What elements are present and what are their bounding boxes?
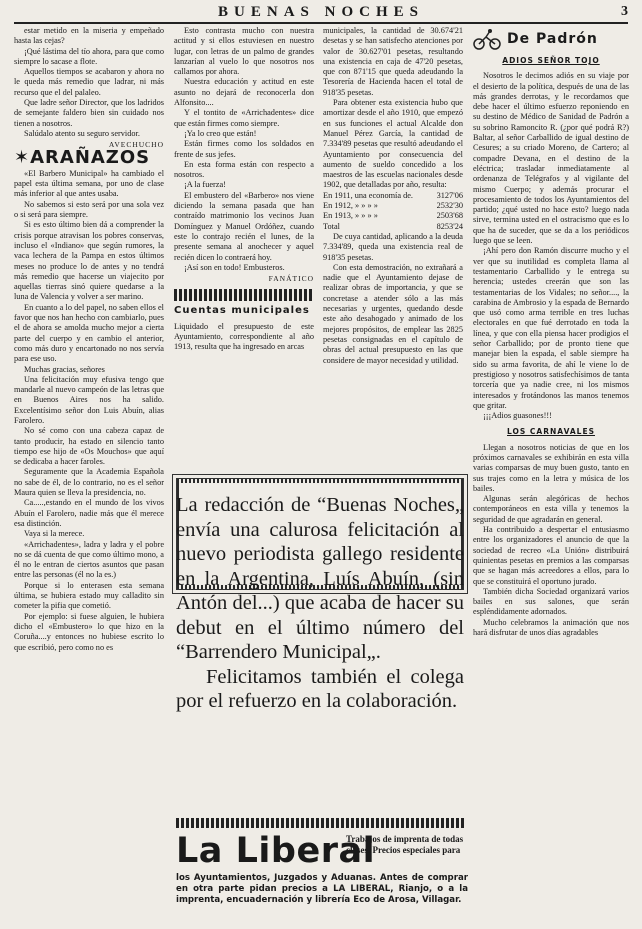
paragraph: Una felicitación muy efusiva tengo que mandarle al nuevo campeón de las letras que en Buenos Aires nos ha salido. Excelentísimo señor don Luis Abuín, alias Farolero. — [14, 374, 164, 425]
table-row — [323, 191, 463, 201]
paragraph: Ha contribuido a despertar el entusiasmo entre los organizadores el anuncio de que la sociedad de recreo «La Unión» distribuirá quinientas pesetas en premios a las comparsas que se hagan más acreedores a ellos, para lo que se constituirá el oportuno jurado. — [473, 525, 629, 586]
paragraph: Salúdalo atento su seguro servidor. — [24, 128, 140, 138]
paragraph: En cuanto a lo del papel, no saben ellos el favor que nos han hecho con cambiarlo, pues el de ahora se amolda mucho mejor a cierta parte del cuerpo y en cambio el anterior, como más duro y encartonado no nos servía para ese uso. — [14, 302, 164, 364]
announcement-paragraph: Felicitamos también el colega por el refuerzo en la colaboración. — [176, 665, 464, 712]
page-number: 3 — [621, 4, 628, 19]
de-padron-title: De Padrón — [507, 30, 598, 47]
paragraph: Que ladre señor Director, que los ladridos de semejante faldero bien sin cuidado nos tienen a nosotros. — [14, 98, 164, 128]
column-3 — [323, 26, 463, 366]
paragraph: estar metido en la miseria y empeñado hasta las cejas? — [14, 26, 164, 46]
table-label: En 1913, » » » » — [323, 211, 378, 221]
column-4 — [473, 26, 629, 927]
paragraph: Seguramente que la Academia Española no sabe de él, de lo contrario, no es el señor Maura quien se lleva la presidencia, no. — [14, 467, 164, 498]
paragraph: Porque si lo enterasen esta semana última, se hubiera estado muy calladito sin cometer la pifia que cometió. — [14, 580, 164, 611]
paragraph: El embustero del «Barbero» nos viene diciendo la semana pasada que han contraído matrimonio los vecinos Juan Domínguez y Manuel Ordóñez, cuando este lo contrajo recién el lunes, de la presente semana al anochecer y aquel recién dicen lo contraerá hoy. — [174, 190, 314, 262]
cuentas-municipales-title: Cuentas municipales — [174, 305, 310, 317]
ad-body: los Ayuntamientos, Juzgados y Aduanas. Antes de comprar en otra parte pidan precios a LA LIBERAL, Rianjo, o a la imprenta, encuadernación y librería Eco de Arosa, Villagar. — [176, 873, 468, 905]
paragraph: ¡Ahí pero don Ramón discurre mucho y el ver que su inutilidad es completa llama al testamentario Carballido y le entrega su herencia; ustedes creerán que son las testamentarias de los Vidales; no señor...., la carabina de Ambrosio y la espada de Bernardo que usó como arma terrible en tres luchas electorales en que fué derrotado en toda la línea, y que con ella piensa hacer prodigios el señor Carballido; por de pronto tiene que manejar bien la espada, el sable siempre ha sido su arma favorita, de ahí le viene lo de prestigioso y nosotros satisfechísimos de tanta torcería que ya nadie cree, ni los mismos interesados y frotándonos las manos tenemos que gritar. — [473, 246, 629, 410]
table-label: Total — [323, 221, 340, 231]
paragraph: Aquellos tiempos se acabaron y ahora no le queda más remedio que ladrar, ni más recurso que el del palaleo. — [14, 67, 164, 97]
paragraph: Están firmes como los soldados en frente de sus jefes. — [174, 139, 314, 159]
paragraph: No sabemos si esto será por una sola vez o si será para siempre. — [14, 199, 164, 220]
column-3-body — [323, 232, 463, 366]
paragraph: Vaya si la merece. — [24, 529, 85, 539]
adios-body — [473, 71, 629, 421]
table-label: En 1911, una economía de. — [323, 190, 414, 200]
table-label: En 1912, » » » » — [323, 201, 378, 211]
table-value: 3127'06 — [436, 190, 463, 200]
paragraph: Ca.....,estando en el mundo de los vivos Abuín el Farolero, nadie más que él merece esa distinción. — [14, 498, 164, 528]
paragraph: No sé como con una cabeza capaz de tanto producir, ha estado en silencio tanto tiempo ese hijo de «Os Mouchos» que aquí se dedicaba a hacer faroles. — [14, 426, 164, 467]
table-row — [323, 201, 463, 211]
masthead-title: BUENAS NOCHES — [218, 4, 424, 20]
table-value: 2503'68 — [436, 211, 463, 221]
paragraph: «Arrichadentes», ladra y ladra y el pobre no se dá cuenta de que como último mono, a él no le entran de ciertos asuntos que pasan entre las personas (él no la es.) — [14, 539, 164, 580]
arañazos-body — [14, 169, 164, 653]
ad-title: La Liberal — [176, 831, 376, 871]
signature-fanatico: FANÁTICO — [268, 274, 314, 284]
ad-side-text: Trabajos de imprenta de todas clases. Precios especiales para — [346, 834, 464, 855]
paragraph: De cuya cantidad, aplicando a la deuda 7.334'89, queda una existencia real de 918'35 pesetas. — [323, 231, 463, 262]
cuentas-continued: municipales, la cantidad de 30.674'21 desetas y se han satisfecho atenciones por valor de 30.627'01 pesetas, resultando una existencia en caja de 47'20 pesetas, que con 871'15 que queda adeudando la Tesorería de Hacienda hacen el total de 918'35 pesetas. — [323, 26, 463, 97]
paragraph: También dicha Sociedad organizará varios bailes en sus salones, que serán espléndidamente adornados. — [473, 586, 629, 617]
paragraph: ¡Ya lo creo que están! — [184, 128, 257, 138]
de-padron-header — [473, 28, 629, 50]
paragraph: Nuestra educación y actitud en este asunto no dejará de reconocerla don Alfonsito.... — [174, 77, 314, 108]
announcement-paragraph: La redacción de “Buenas Noches„ envía una calurosa felicitación al nuevo periodista gallego residente en la Argentina, Luís Abuín, (sin Antón del...) que acaba de hacer su debut en el último número del “Barrendero Municipal„. — [176, 494, 464, 663]
paragraph: ¡A la fuerza! — [184, 180, 226, 190]
announcement-text — [176, 493, 464, 714]
paragraph: ¡Qué lástima del tío ahora, para que como siempre lo sacase a flote. — [14, 46, 164, 66]
paragraph: Con esta demostración, no extrañará a nadie que el Ayuntamiento dejase de realizar obras de importancia, y que se concretase a atender sólo a las más necesarias y urgentes, quedando desde este año desahogado y animado de los mejores propósitos, de emplear las 2825 pesetas consignadas en el capítulo de obras del actual presupuesto en las que considere de mayor necesidad y utilidad. — [323, 262, 463, 365]
cuentas-paragraph-2: Para obtener esta existencia hubo que amortizar desde el año 1910, que empezó en sus funciones el actual Alcalde don Manuel Pérez García, la cantidad de 7.334'89 pesetas que resultó adeudando el Ayuntamiento por consecuencia del aumento de sueldo concedido a los maestros de las escuelas nacionales desde 1902, que detalladas por año, resulta: — [323, 98, 463, 190]
paragraph: Esto contrasta mucho con nuestra actitud y si ellos estuviesen en nuestro lugar, con letras de un palmo de grandes lanzarían al vuelo lo que nosotros nos callamos por ahora. — [174, 26, 314, 77]
column-2 — [174, 26, 314, 353]
cuentas-intro: Liquidado el presupuesto de este Ayuntamiento, correspondiente al año 1913, resulta que ha ingresado en arcas — [174, 321, 314, 352]
column-2-body — [174, 26, 314, 273]
paragraph: Y el tontito de «Arrichadentes» dice que están firmes como siempre. — [174, 108, 314, 128]
cyclist-icon — [473, 28, 501, 50]
table-row — [323, 222, 463, 232]
masthead-rule — [14, 22, 628, 24]
column-1-intro — [14, 26, 164, 139]
paragraph: ¡¡¡Adios guasones!!! — [483, 411, 552, 421]
column-1 — [14, 26, 164, 927]
paragraph: ¡Así son en todo! Embusteros. — [184, 262, 285, 272]
paragraph: Si es esto último bien dá a comprender la crisis porque atravisan los pobres conservas, incluso el «Indiano» que según rumores, la vaca lechera de la Pampa en estos últimos meses no produce lo de antes y no tendrá más remedio que hacerse un viajecito por aquellas tierras sinó quiere quedarse a la luna de Valencia y volver a ser marino. — [14, 220, 164, 302]
economy-table — [323, 191, 463, 232]
table-value: 2532'30 — [436, 201, 463, 211]
claw-scratch-icon: ✶ — [14, 146, 31, 168]
carnavales-title: LOS CARNAVALES — [507, 427, 595, 437]
paragraph: Llegan a nosotros noticias de que en los próximos carnavales se exhibirán en esta villa varias comparsas de muy buen gusto, tanto en sus trajes como en la letra y música de los bailes. — [473, 442, 629, 493]
paragraph: Algunas serán alegóricas de hechos contemporáneos en esta villa y tenemos la seguridad de que agradarán en general. — [473, 494, 629, 524]
paragraph: En esta forma están con respecto a nosotros. — [174, 159, 314, 180]
paragraph: «El Barbero Municipal» ha cambiado el papel esta última semana, por uno de clase más inferior al que antes usaba. — [14, 168, 164, 199]
ornament-divider-bottom — [176, 818, 466, 828]
arañazos-title: ✶ARAÑAZOS — [14, 146, 151, 168]
signature-avechucho: AVECHUCHO — [108, 140, 164, 150]
ornament-divider — [174, 289, 314, 301]
paragraph: Por ejemplo: si fuese alguien, le hubiera dicho el «Embustero» lo que hizo en la Coruña....y entonces no hubiese escrito lo que escribió, pero como no es — [14, 611, 164, 652]
paragraph: Mucho celebramos la animación que nos hará disfrutar de unos días agradables — [473, 617, 629, 638]
carnavales-body — [473, 443, 629, 639]
paragraph: Nosotros le decimos adiós en su viaje por el desierto de la política, después de una de las más grandes derrotas, y le recordamos que debe hacer el último esfuerzo reponiendo en su destino de Médico de Sanidad de Padrón a su sobrino Ramoncito R. (¿por qué podrá R?) Baltar, al señor Carballido de igual destino de Cesures; a su criado Moreno, de Cartero; al compadre Devana, en el destino de la eléctrica; trasladar inmediatamente al ordenanza de Telégrafos y al vigilante del mismo Cuerpo; y además procurar el procesamiento de todos los Ayuntamientos del partido; ¿qué usted no hace esto? luego nada sirve, termina usted en el ostracismo que es lo que ha de suceder, que se da a los periódicos luego que se leen. — [473, 71, 629, 246]
adios-señor-tojo-title: ADIOS SEÑOR TOJO — [502, 56, 600, 65]
paragraph: Muchas gracias, señores — [24, 364, 105, 374]
table-value: 8253'24 — [436, 221, 463, 231]
table-row — [323, 211, 463, 221]
